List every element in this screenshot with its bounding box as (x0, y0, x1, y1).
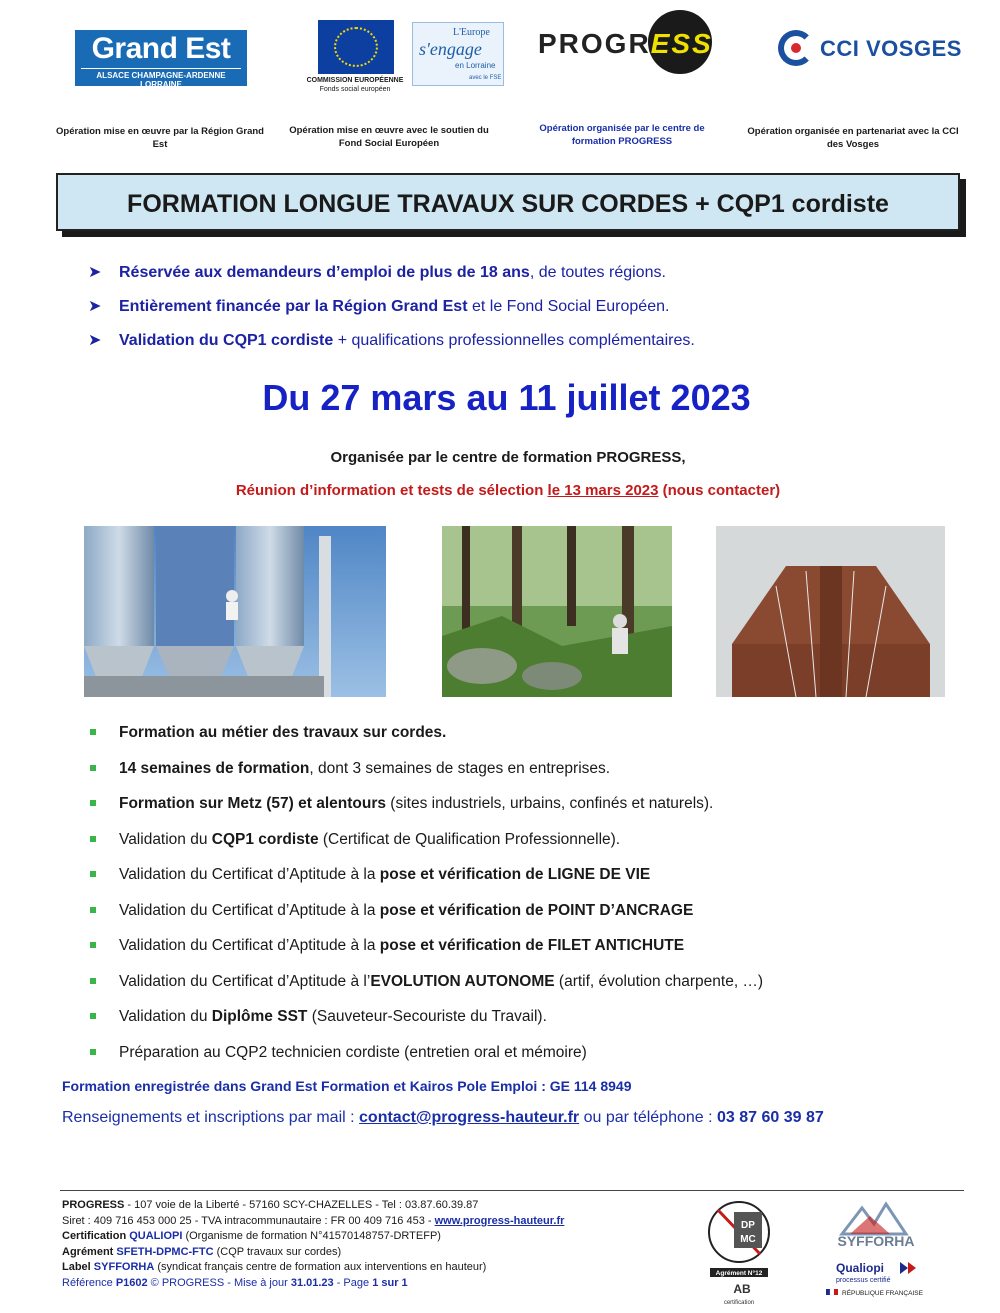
feature-post: (Certificat de Qualification Professionnelle). (318, 830, 621, 848)
info-meeting-date: le 13 mars 2023 (547, 482, 659, 499)
cci-dot-icon (791, 43, 801, 53)
intro-list (88, 260, 948, 362)
footer-l6-c: © PROGRESS - Mise à jour (147, 1276, 291, 1289)
progress-logo-text-a: PROGR (538, 28, 651, 59)
photo-tower-svg (716, 526, 945, 697)
feature-bold: Diplôme SST (211, 1008, 308, 1025)
footer-line-5 (62, 1260, 682, 1276)
caption-fse: Opération mise en œuvre avec le soutien du Fond Social Européen (289, 125, 489, 149)
footer-l2-rest: Siret : 409 716 453 000 25 - TVA intracommunautaire : FR 00 409 716 453 - (62, 1214, 435, 1227)
registration-note: Formation enregistrée dans Grand Est Formation et Kairos Pole Emploi : GE 114 8949 (62, 1078, 632, 1094)
feature-bold: Formation sur Metz (57) et alentours (119, 795, 386, 812)
info-meeting (0, 482, 1000, 499)
republique-francaise: RÉPUBLIQUE FRANÇAISE (842, 1290, 923, 1297)
feature-pre: Préparation au CQP2 technicien cordiste (entretien oral et mémoire) (119, 1043, 587, 1061)
footer-info (62, 1198, 682, 1291)
feature-post: , dont 3 semaines de stages en entreprises. (309, 759, 611, 777)
europe-lorraine-line4: avec le FSE (469, 75, 502, 81)
photo-forest-slope (442, 526, 672, 697)
progress-logo (538, 10, 716, 74)
page-title: FORMATION LONGUE TRAVAUX SUR CORDES + CQP1 cordiste (127, 190, 889, 218)
feature-item (90, 791, 970, 827)
arrow-bullet-icon: ➤ (88, 264, 102, 281)
europe-lorraine-line1: L'Europe (453, 27, 490, 38)
footer-l6-b: P1602 (115, 1276, 148, 1289)
feature-post: (sites industriels, urbains, confinés et naturels). (385, 795, 714, 812)
green-square-bullet-icon (90, 800, 96, 806)
green-square-bullet-icon (90, 1049, 96, 1055)
feature-item (90, 969, 970, 1005)
feature-pre: Validation du Certificat d’Aptitude à la (119, 866, 380, 883)
footer-l5-blue: SYFFORHA (93, 1261, 155, 1273)
footer-line-2 (62, 1214, 682, 1230)
cci-logo-text: CCI VOSGES (820, 36, 962, 61)
contact-phone: 03 87 60 39 87 (717, 1109, 824, 1126)
feature-pre: Validation du Certificat d’Aptitude à la (119, 937, 380, 954)
intro-item-rest: , de toutes régions. (529, 264, 666, 281)
eu-logo-caption (300, 76, 410, 94)
photo-tower-structure (716, 526, 945, 697)
grand-est-logo (75, 30, 247, 89)
dpmc-agrement: Agrément N°12 (715, 1270, 763, 1277)
footer-l4-blue: SFETH-DPMC-FTC (116, 1245, 214, 1258)
feature-bold: 14 semaines de formation (119, 759, 310, 777)
feature-bold: pose et vérification de LIGNE DE VIE (379, 866, 651, 883)
photo-silo-rope-access (84, 526, 386, 697)
feature-pre: Validation du Certificat d’Aptitude à la (119, 901, 380, 919)
footer-l4-rest: (CQP travaux sur cordes) (213, 1245, 342, 1258)
footer-l6-a: Référence (62, 1276, 116, 1289)
green-square-bullet-icon (90, 1013, 96, 1019)
caption-grand-est: Opération mise en œuvre par la Région Grand Est (56, 126, 264, 150)
qualiopi-name: Qualiopi (836, 1261, 884, 1275)
europe-lorraine-logo (412, 22, 504, 86)
footer-line-3 (62, 1229, 682, 1245)
photo-forest-svg (442, 526, 672, 697)
footer-l6-d: 31.01.23 (290, 1276, 334, 1289)
footer-l5-rest: (syndicat français centre de formation aux interventions en hauteur) (154, 1261, 487, 1273)
feature-pre: Validation du (119, 830, 212, 848)
intro-item (88, 328, 948, 362)
europe-lorraine-line2: s'engage (419, 39, 482, 59)
dpmc-badge (704, 1198, 774, 1308)
eu-logo-line1: COMMISSION EUROPÉENNE (306, 77, 404, 84)
feature-item (90, 862, 970, 898)
feature-pre: Validation du Certificat d’Aptitude à l’ (119, 972, 371, 990)
eu-logo-line2: Fonds social européen (319, 86, 391, 93)
intro-item (88, 294, 948, 328)
arrow-bullet-icon: ➤ (88, 332, 102, 349)
contact-before: Renseignements et inscriptions par mail : (62, 1109, 360, 1126)
green-square-bullet-icon (90, 765, 96, 771)
footer-line-4 (62, 1245, 682, 1261)
green-square-bullet-icon (90, 729, 96, 735)
syfforha-name: SYFFORHA (837, 1233, 915, 1249)
contact-line (62, 1109, 962, 1127)
footer-l3-bold: Certification (62, 1230, 130, 1242)
info-meeting-after: (nous contacter) (658, 482, 781, 499)
footer-l6-f: 1 sur 1 (372, 1276, 408, 1289)
dpmc-ab: AB (733, 1282, 751, 1296)
grand-est-logo-subtitle: ALSACE CHAMPAGNE-ARDENNE LORRAINE (81, 68, 241, 89)
feature-item (90, 827, 970, 863)
green-square-bullet-icon (90, 836, 96, 842)
green-square-bullet-icon (90, 871, 96, 877)
footer-l5-bold: Label (62, 1261, 94, 1273)
feature-item (90, 756, 970, 792)
syfforha-qualiopi-svg (822, 1196, 932, 1306)
europe-lorraine-line3: en Lorraine (455, 61, 496, 70)
eu-stars-icon (334, 27, 378, 67)
feature-bold: pose et vérification de FILET ANTICHUTE (379, 937, 685, 954)
feature-bold: Formation au métier des travaux sur cordes. (119, 724, 447, 741)
grand-est-logo-title: Grand Est (91, 32, 231, 65)
website-link[interactable]: www.progress-hauteur.fr (434, 1214, 565, 1227)
footer-line-6 (62, 1276, 682, 1292)
intro-item-rest: + qualifications professionnelles complémentaires. (333, 332, 695, 349)
intro-item (88, 260, 948, 294)
footer-l1-rest: - 107 voie de la Liberté - 57160 SCY-CHAZELLES - Tel : 03.87.60.39.87 (124, 1199, 479, 1211)
footer-l3-blue: QUALIOPI (129, 1230, 183, 1242)
feature-post: (artif, évolution charpente, …) (554, 972, 764, 990)
qualiopi-sub: processus certifié (836, 1277, 891, 1284)
feature-item (90, 1004, 970, 1040)
feature-bold: pose et vérification de POINT D’ANCRAGE (379, 901, 694, 919)
contact-middle: ou par téléphone : (579, 1109, 718, 1126)
footer-l1-bold: PROGRESS (62, 1199, 125, 1211)
green-square-bullet-icon (90, 942, 96, 948)
feature-bold: EVOLUTION AUTONOME (370, 972, 555, 990)
progress-logo-text (538, 28, 713, 60)
intro-item-bold: Réservée aux demandeurs d’emploi de plus de 18 ans (119, 264, 530, 281)
caption-cci: Opération organisée en partenariat avec la CCI des Vosges (747, 126, 959, 150)
footer-l4-bold: Agrément (62, 1245, 117, 1258)
feature-bold: CQP1 cordiste (211, 830, 319, 848)
green-square-bullet-icon (90, 907, 96, 913)
feature-post: (Sauveteur-Secouriste du Travail). (307, 1008, 547, 1025)
intro-item-bold: Validation du CQP1 cordiste (119, 332, 334, 349)
dpmc-cert: certification (723, 1300, 755, 1306)
footer-l6-e: - Page (333, 1276, 373, 1289)
feature-pre: Validation du (119, 1008, 212, 1025)
info-meeting-before: Réunion d’information et tests de sélection (235, 482, 548, 499)
caption-progress: Opération organisée par le centre de formation PROGRESS (539, 123, 705, 147)
green-square-bullet-icon (90, 978, 96, 984)
features-list (90, 720, 970, 1075)
dpmc-t2: MC (740, 1234, 756, 1245)
title-box (56, 173, 960, 231)
progress-logo-text-b: ESS (650, 28, 713, 59)
dpmc-t1: DP (741, 1220, 755, 1231)
footer-divider (60, 1190, 964, 1191)
feature-item (90, 933, 970, 969)
feature-item (90, 898, 970, 934)
training-dates: Du 27 mars au 11 juillet 2023 (262, 377, 751, 418)
contact-email-link[interactable]: contact@progress-hauteur.fr (359, 1109, 580, 1126)
organized-by: Organisée par le centre de formation PROGRESS, (330, 449, 686, 466)
photo-silo-svg (84, 526, 386, 697)
cci-vosges-logo (778, 30, 968, 70)
eu-flag-logo (318, 20, 394, 74)
footer-l3-rest: (Organisme de formation N°41570148757-DRTEFP) (182, 1230, 441, 1242)
footer-line-1 (62, 1198, 682, 1214)
arrow-bullet-icon: ➤ (88, 298, 102, 315)
syfforha-qualiopi-badge (822, 1196, 932, 1306)
feature-item (90, 1040, 970, 1076)
intro-item-bold: Entièrement financée par la Région Grand Est (119, 298, 468, 315)
feature-item (90, 720, 970, 756)
dpmc-badge-svg (704, 1198, 774, 1308)
intro-item-rest: et le Fond Social Européen. (467, 298, 670, 315)
